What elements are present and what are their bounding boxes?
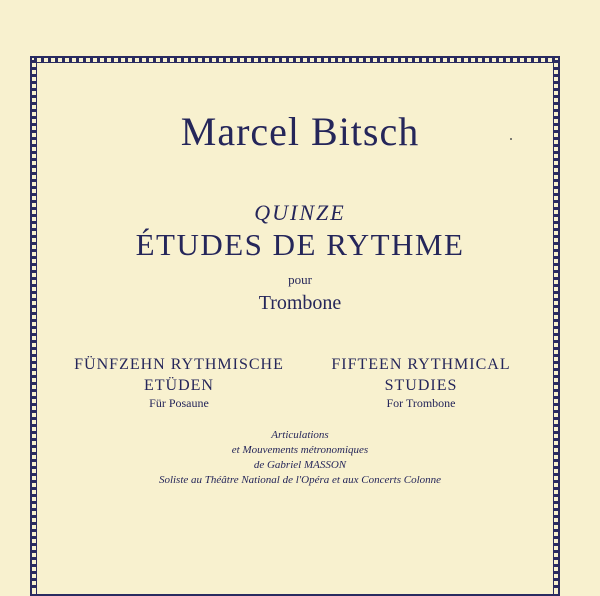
german-title-line1: FÜNFZEHN RYTHMISCHE: [74, 356, 284, 373]
english-title-line1: FIFTEEN RYTHMICAL: [331, 356, 511, 373]
page-title: ÉTUDES DE RYTHME: [135, 227, 465, 262]
german-title-block: [64, 354, 294, 410]
english-instrument: For Trombone: [386, 396, 456, 410]
credits-line2: et Mouvements métronomiques: [231, 444, 369, 456]
title-quinze: QUINZE: [254, 200, 346, 225]
instrument-name: Trombone: [258, 292, 342, 314]
german-title-line2: ETÜDEN: [144, 377, 214, 394]
credits-block: [0, 428, 600, 488]
german-instrument: Für Posaune: [149, 396, 209, 410]
credits-line1: Articulations: [271, 429, 329, 441]
credits-line3: de Gabriel MASSON: [253, 459, 347, 471]
english-title-line2: STUDIES: [384, 377, 458, 394]
subtitle-pour: pour: [288, 272, 312, 287]
composer-name: Marcel Bitsch: [180, 109, 420, 154]
credits-line4: Soliste au Théâtre National de l'Opéra et aux Concerts Colonne: [158, 474, 442, 486]
english-title-block: [326, 354, 516, 410]
